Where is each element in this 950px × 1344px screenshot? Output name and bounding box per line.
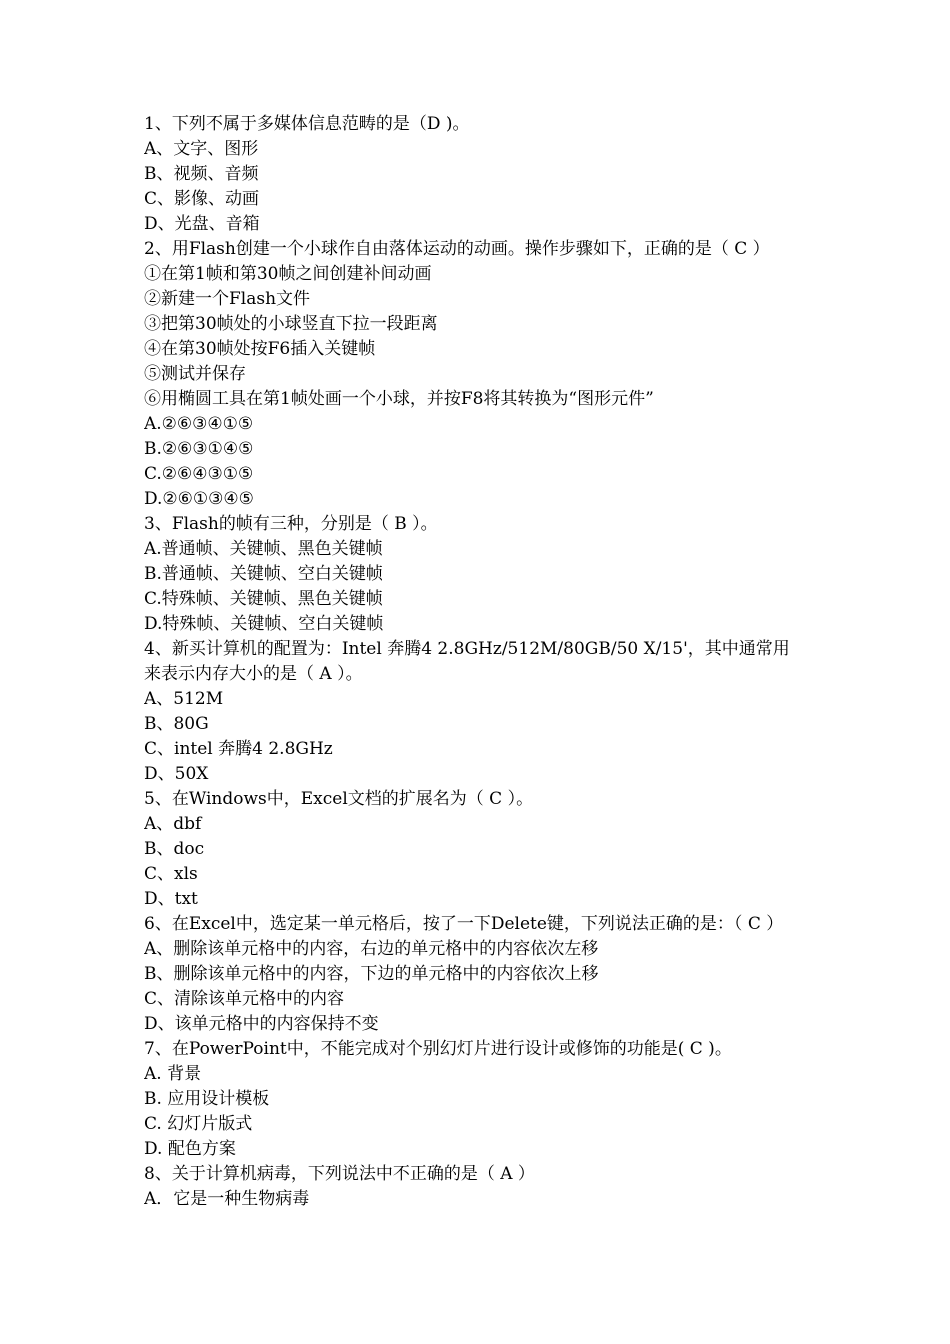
text-line: 1、下列不属于多媒体信息范畴的是（D )。 (144, 114, 470, 134)
text-line: ①在第1帧和第30帧之间创建补间动画 (144, 264, 432, 284)
text-line: 2、用Flash创建一个小球作自由落体运动的动画。操作步骤如下，正确的是（ C ） (144, 239, 770, 259)
text-line: A．它是一种生物病毒 (144, 1189, 310, 1209)
question-text-block (144, 112, 814, 1212)
text-line: C.特殊帧、关键帧、黑色关键帧 (144, 589, 383, 609)
text-line: A.普通帧、关键帧、黑色关键帧 (144, 539, 383, 559)
text-line: C、intel 奔腾4 2.8GHz (144, 739, 333, 759)
text-line: A、文字、图形 (144, 139, 259, 159)
text-line: A、dbf (144, 814, 202, 834)
text-line: 4、新买计算机的配置为：Intel 奔腾4 2.8GHz/512M/80GB/50 X/15'，其中通常用 (144, 639, 790, 659)
text-line: B、视频、音频 (144, 164, 259, 184)
text-line: C.②⑥④③①⑤ (144, 464, 254, 484)
text-line: 7、在PowerPoint中，不能完成对个别幻灯片进行设计或修饰的功能是( C )。 (144, 1039, 732, 1059)
text-line: A、删除该单元格中的内容，右边的单元格中的内容依次左移 (144, 939, 599, 959)
text-line: D.特殊帧、关键帧、空白关键帧 (144, 614, 384, 634)
text-line: ②新建一个Flash文件 (144, 289, 311, 309)
text-line: 6、在Excel中，选定某一单元格后，按了一下Delete键，下列说法正确的是：（ C ） (144, 914, 784, 934)
text-line: D、该单元格中的内容保持不变 (144, 1014, 379, 1034)
text-line: D.②⑥①③④⑤ (144, 489, 254, 509)
text-line: B.②⑥③①④⑤ (144, 439, 254, 459)
text-line: B、删除该单元格中的内容，下边的单元格中的内容依次上移 (144, 964, 599, 984)
text-line: A. 背景 (144, 1064, 202, 1084)
text-line: 5、在Windows中，Excel文档的扩展名为（ C ）。 (144, 789, 534, 809)
text-line: 来表示内存大小的是（ A ）。 (144, 664, 363, 684)
text-line: A.②⑥③④①⑤ (144, 414, 254, 434)
text-line: C、xls (144, 864, 198, 884)
text-line: ④在第30帧处按F6插入关键帧 (144, 339, 376, 359)
text-line: B. 应用设计模板 (144, 1089, 270, 1109)
text-line: D、50X (144, 764, 209, 784)
text-line: D、光盘、音箱 (144, 214, 260, 234)
text-line: ⑥用椭圆工具在第1帧处画一个小球，并按F8将其转换为“图形元件” (144, 389, 654, 409)
text-line: D. 配色方案 (144, 1139, 236, 1159)
text-line: ⑤测试并保存 (144, 364, 246, 384)
text-line: 3、Flash的帧有三种，分别是（ B ）。 (144, 514, 438, 534)
text-line: ③把第30帧处的小球竖直下拉一段距离 (144, 314, 438, 334)
text-line: B.普通帧、关键帧、空白关键帧 (144, 564, 383, 584)
text-line: B、doc (144, 839, 205, 859)
text-line: A、512M (144, 689, 224, 709)
text-line: D、txt (144, 889, 198, 909)
text-line: C、清除该单元格中的内容 (144, 989, 345, 1009)
text-line: C. 幻灯片版式 (144, 1114, 253, 1134)
text-line: 8、关于计算机病毒，下列说法中不正确的是（ A ） (144, 1164, 535, 1184)
text-line: C、影像、动画 (144, 189, 260, 209)
text-line: B、80G (144, 714, 209, 734)
